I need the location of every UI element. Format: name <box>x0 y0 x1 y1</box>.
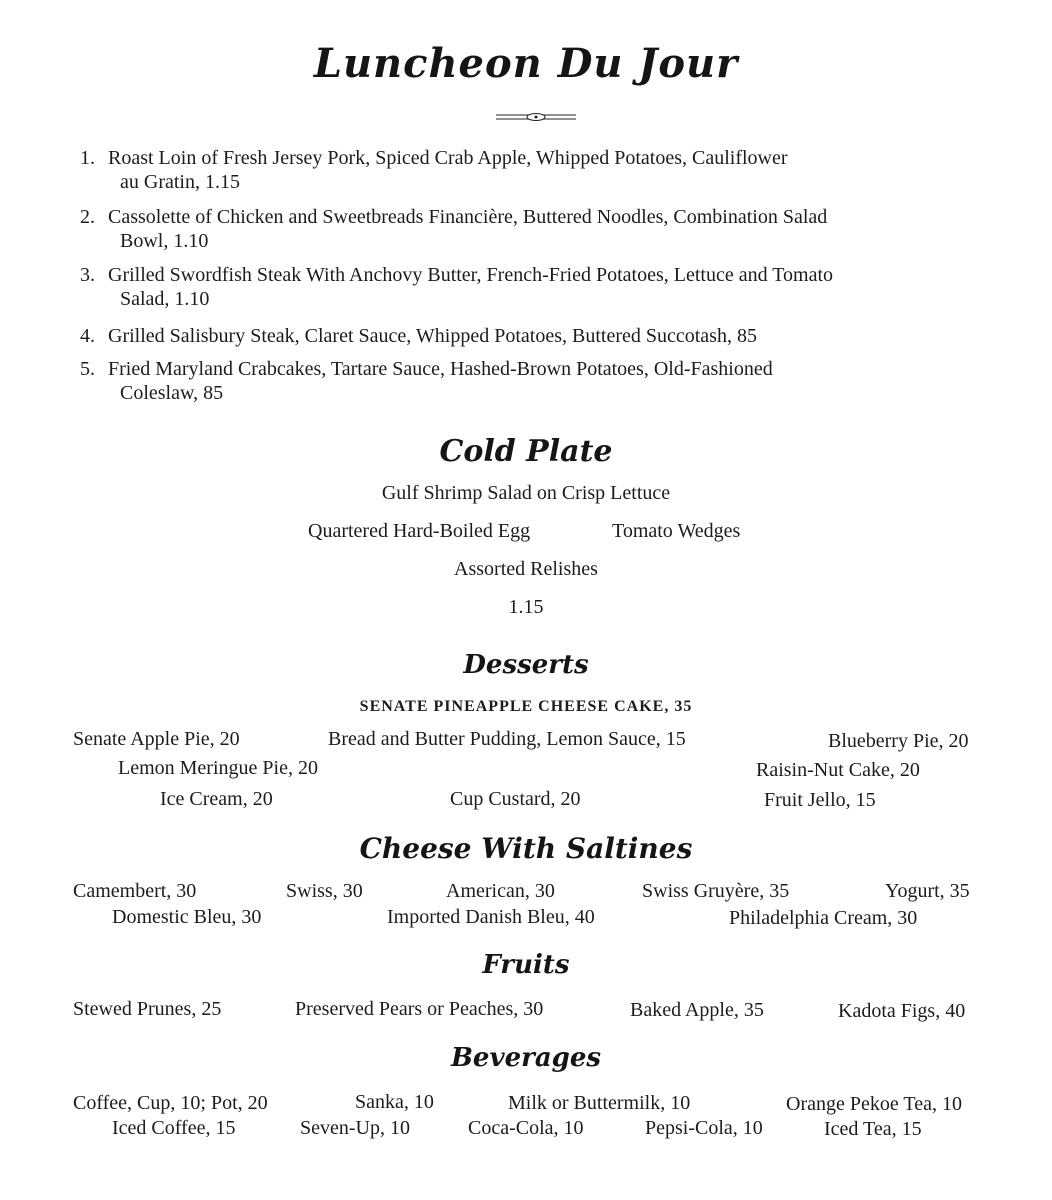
beverages-heading: Beverages <box>450 1043 602 1073</box>
item-number: 1. <box>80 147 95 169</box>
luncheon-item-5 <box>80 357 773 405</box>
dessert-item: Ice Cream, 20 <box>160 788 273 810</box>
luncheon-item-4 <box>80 324 757 348</box>
desserts-feature: SENATE PINEAPPLE CHEESE CAKE, 35 <box>359 698 693 715</box>
desserts-heading: Desserts <box>463 650 589 680</box>
luncheon-item-1 <box>80 146 788 194</box>
beverage-item: Sanka, 10 <box>355 1091 434 1113</box>
dessert-item: Senate Apple Pie, 20 <box>73 728 240 750</box>
cold-plate-line-1: Gulf Shrimp Salad on Crisp Lettuce <box>381 482 671 504</box>
dessert-item: Lemon Meringue Pie, 20 <box>118 757 318 779</box>
cheese-item: Swiss Gruyère, 35 <box>642 880 790 902</box>
luncheon-item-2 <box>80 205 827 253</box>
dessert-item: Fruit Jello, 15 <box>764 789 876 811</box>
cold-plate-egg: Quartered Hard-Boiled Egg <box>308 520 531 542</box>
beverage-item: Seven-Up, 10 <box>300 1117 410 1139</box>
item-text-continued: Coleslaw, 85 <box>120 382 224 404</box>
cold-plate-tomato: Tomato Wedges <box>612 520 741 542</box>
cheese-item: Swiss, 30 <box>286 880 363 902</box>
ornament-divider-icon <box>496 112 576 122</box>
beverage-item: Iced Tea, 15 <box>824 1118 922 1140</box>
beverage-item: Coca-Cola, 10 <box>468 1117 584 1139</box>
dessert-item: Cup Custard, 20 <box>450 788 581 810</box>
item-number: 5. <box>80 358 95 380</box>
item-text: Fried Maryland Crabcakes, Tartare Sauce, Hashed-Brown Potatoes, Old-Fashioned <box>108 358 773 380</box>
item-number: 2. <box>80 206 95 228</box>
item-text: Cassolette of Chicken and Sweetbreads Financière, Buttered Noodles, Combination Salad <box>108 206 828 228</box>
cheese-item: Camembert, 30 <box>73 880 197 902</box>
luncheon-item-3 <box>80 263 833 311</box>
dessert-item: Raisin-Nut Cake, 20 <box>756 759 920 781</box>
item-number: 4. <box>80 325 95 347</box>
item-text: Roast Loin of Fresh Jersey Pork, Spiced Crab Apple, Whipped Potatoes, Cauliflower <box>108 147 788 169</box>
cheese-item: Domestic Bleu, 30 <box>112 906 262 928</box>
beverage-item: Pepsi-Cola, 10 <box>645 1117 763 1139</box>
cold-plate-line-3: Assorted Relishes <box>454 558 598 580</box>
cold-plate-price: 1.15 <box>508 596 544 618</box>
fruit-item: Stewed Prunes, 25 <box>73 998 222 1020</box>
item-text: Grilled Salisbury Steak, Claret Sauce, Whipped Potatoes, Buttered Succotash, 85 <box>108 325 757 347</box>
beverage-item: Coffee, Cup, 10; Pot, 20 <box>73 1092 268 1114</box>
fruit-item: Baked Apple, 35 <box>630 999 764 1021</box>
cheese-item: American, 30 <box>446 880 555 902</box>
item-number: 3. <box>80 264 95 286</box>
item-text-continued: Salad, 1.10 <box>120 288 210 310</box>
fruit-item: Kadota Figs, 40 <box>838 1000 966 1022</box>
beverage-item: Iced Coffee, 15 <box>112 1117 236 1139</box>
beverage-item: Orange Pekoe Tea, 10 <box>786 1093 962 1115</box>
fruit-item: Preserved Pears or Peaches, 30 <box>295 998 544 1020</box>
fruits-heading: Fruits <box>482 950 570 980</box>
item-text: Grilled Swordfish Steak With Anchovy Butter, French-Fried Potatoes, Lettuce and Tomato <box>108 264 834 286</box>
cold-plate-heading: Cold Plate <box>439 434 613 469</box>
item-text-continued: au Gratin, 1.15 <box>120 171 240 193</box>
page-title: Luncheon Du Jour <box>313 40 739 87</box>
cheese-item: Imported Danish Bleu, 40 <box>387 906 595 928</box>
dessert-item: Blueberry Pie, 20 <box>828 730 969 752</box>
cheese-item: Yogurt, 35 <box>885 880 970 902</box>
item-text-continued: Bowl, 1.10 <box>120 230 209 252</box>
cheese-item: Philadelphia Cream, 30 <box>729 907 918 929</box>
dessert-item: Bread and Butter Pudding, Lemon Sauce, 15 <box>328 728 686 750</box>
cheese-heading: Cheese With Saltines <box>359 832 693 865</box>
beverage-item: Milk or Buttermilk, 10 <box>508 1092 691 1114</box>
